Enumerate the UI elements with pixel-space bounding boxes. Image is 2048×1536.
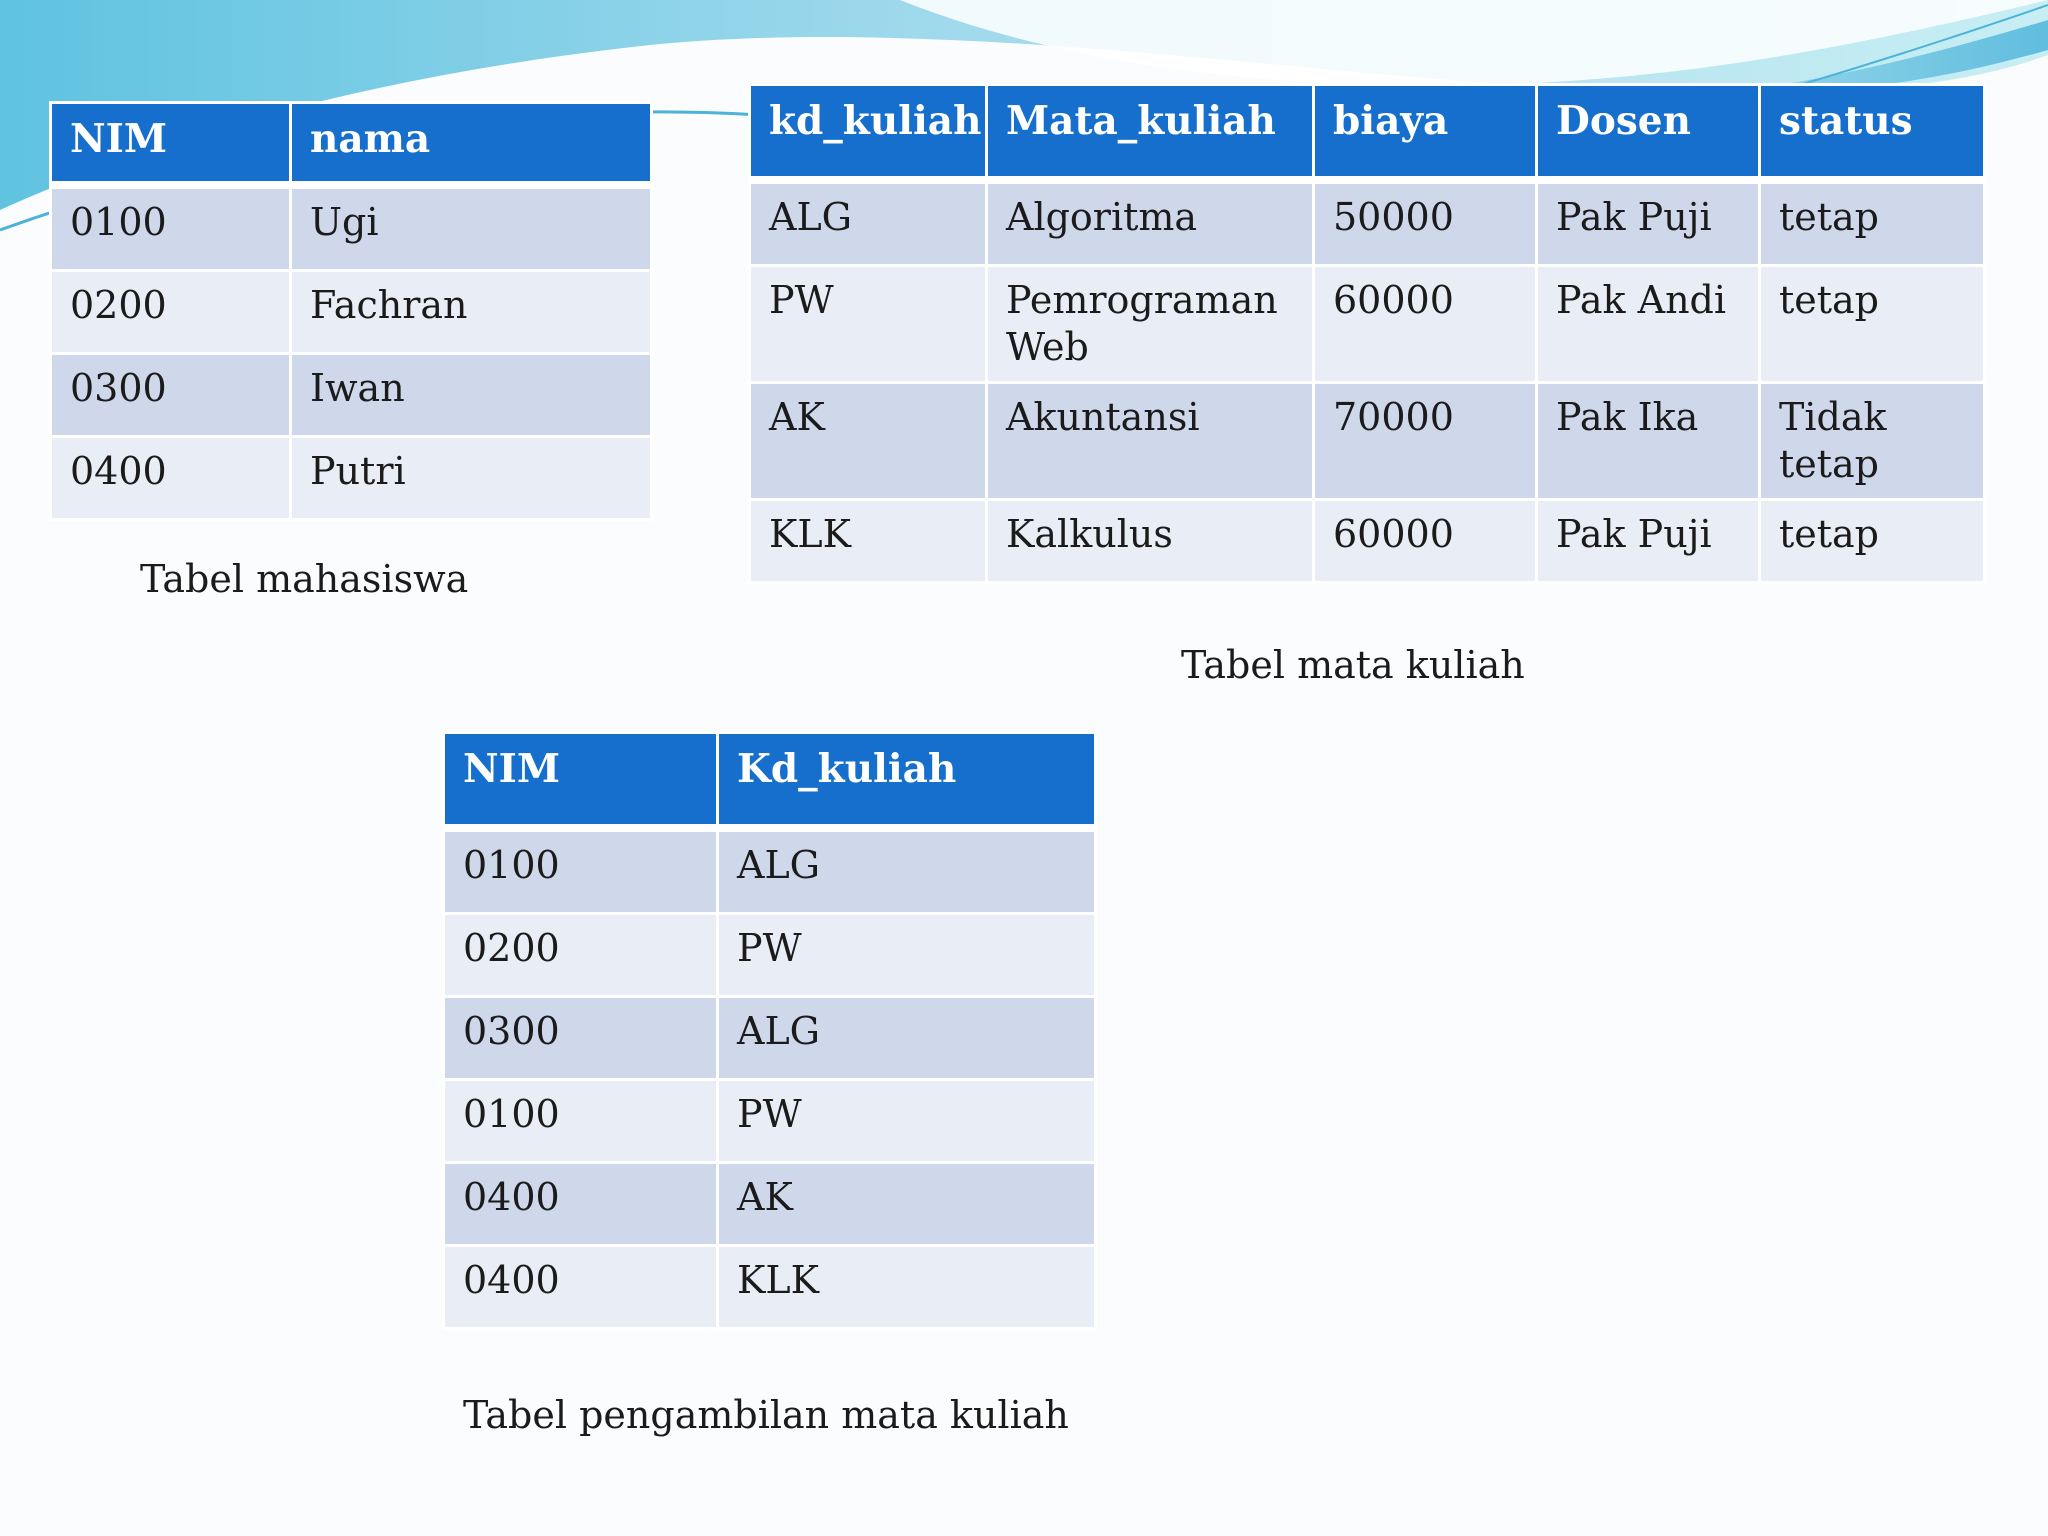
table-row [445, 1247, 1094, 1327]
table-cell: 0300 [52, 355, 289, 435]
table-cell: Pak Ika [1538, 384, 1758, 498]
table-cell: Iwan [292, 355, 650, 435]
table-cell: Pak Puji [1538, 184, 1758, 264]
table-row [52, 438, 650, 518]
column-header: nama [292, 104, 650, 186]
pengambilan-table [442, 731, 1097, 1330]
table-row [751, 184, 1983, 264]
table-cell: KLK [719, 1247, 1094, 1327]
table-cell: 0200 [445, 915, 716, 995]
pengambilan-caption: Tabel pengambilan mata kuliah [463, 1393, 1069, 1437]
table-cell: 0200 [52, 272, 289, 352]
table-cell: 60000 [1315, 267, 1535, 381]
column-header: Kd_kuliah [719, 734, 1094, 829]
table-cell: 0100 [445, 1081, 716, 1161]
table-cell: Pak Puji [1538, 501, 1758, 581]
column-header: biaya [1315, 86, 1535, 181]
column-header: status [1761, 86, 1983, 181]
table-cell: 0400 [52, 438, 289, 518]
table-cell: 0400 [445, 1164, 716, 1244]
table-cell: Kalkulus [988, 501, 1312, 581]
table-row [751, 501, 1983, 581]
table-cell: tetap [1761, 501, 1983, 581]
table-cell: 70000 [1315, 384, 1535, 498]
table-cell: ALG [751, 184, 985, 264]
table-header-row [445, 734, 1094, 829]
table-cell: Putri [292, 438, 650, 518]
table-cell: Algoritma [988, 184, 1312, 264]
table-cell: tetap [1761, 267, 1983, 381]
table-cell: tetap [1761, 184, 1983, 264]
table-row [445, 1164, 1094, 1244]
mata-kuliah-caption: Tabel mata kuliah [1181, 643, 1525, 687]
table-row [445, 832, 1094, 912]
column-header: NIM [445, 734, 716, 829]
table-cell: AK [751, 384, 985, 498]
table-cell: Pemrograman Web [988, 267, 1312, 381]
table-cell: PW [751, 267, 985, 381]
table-cell: Ugi [292, 189, 650, 269]
table-row [445, 915, 1094, 995]
table-cell: Tidak tetap [1761, 384, 1983, 498]
table-cell: 0300 [445, 998, 716, 1078]
column-header: NIM [52, 104, 289, 186]
table-row [751, 267, 1983, 381]
table-row [445, 998, 1094, 1078]
column-header: Mata_kuliah [988, 86, 1312, 181]
mahasiswa-table [49, 101, 653, 521]
table-cell: 0400 [445, 1247, 716, 1327]
mahasiswa-caption: Tabel mahasiswa [140, 557, 469, 601]
column-header: Dosen [1538, 86, 1758, 181]
table-cell: PW [719, 1081, 1094, 1161]
table-row [52, 189, 650, 269]
table-cell: PW [719, 915, 1094, 995]
table-cell: ALG [719, 998, 1094, 1078]
table-cell: Fachran [292, 272, 650, 352]
table-cell: 60000 [1315, 501, 1535, 581]
table-header-row [52, 104, 650, 186]
table-cell: AK [719, 1164, 1094, 1244]
table-cell: 50000 [1315, 184, 1535, 264]
table-cell: Akuntansi [988, 384, 1312, 498]
column-header: kd_kuliah [751, 86, 985, 181]
table-cell: Pak Andi [1538, 267, 1758, 381]
table-row [52, 272, 650, 352]
table-cell: 0100 [52, 189, 289, 269]
table-row [751, 384, 1983, 498]
table-cell: KLK [751, 501, 985, 581]
table-row [52, 355, 650, 435]
table-row [445, 1081, 1094, 1161]
table-cell: ALG [719, 832, 1094, 912]
table-header-row [751, 86, 1983, 181]
mata-kuliah-table [748, 83, 1986, 584]
table-cell: 0100 [445, 832, 716, 912]
